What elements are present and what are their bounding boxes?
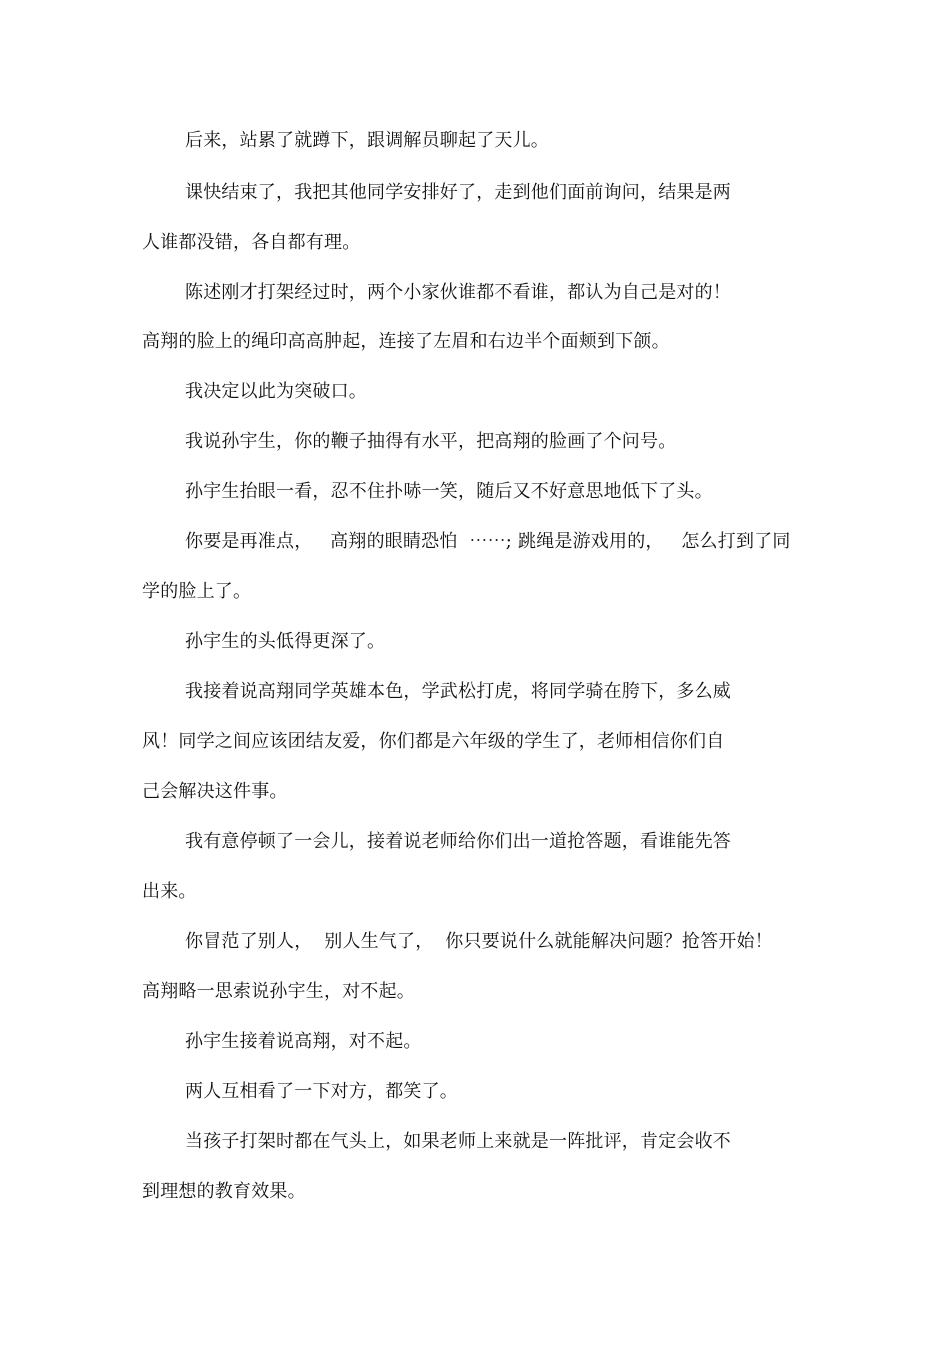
text-line: 人谁都没错，各自都有理。 [142, 232, 361, 253]
text-line: 后来，站累了就蹲下，跟调解员聊起了天儿。 [185, 130, 549, 151]
text-line: 学的脸上了。 [142, 581, 252, 602]
text-line: 孙宇生抬眼一看，忍不住扑哧一笑，随后又不好意思地低下了头。 [185, 481, 713, 502]
text-line: 我决定以此为突破口。 [185, 381, 367, 402]
text-line: 陈述刚才打架经过时，两个小家伙谁都不看谁，都认为自己是对的！ [185, 282, 731, 303]
text-line: 你要是再准点， 高翔的眼睛恐怕 ⋯⋯; 跳绳是游戏用的， 怎么打到了同 [185, 531, 791, 552]
text-line: 孙宇生的头低得更深了。 [185, 631, 386, 652]
text-line: 出来。 [142, 881, 197, 902]
text-line: 我接着说高翔同学英雄本色，学武松打虎，将同学骑在胯下，多么威 [185, 681, 731, 702]
text-line: 你冒范了别人， 别人生气了， 你只要说什么就能解决问题？抢答开始！ [185, 931, 773, 952]
text-line: 己会解决这件事。 [142, 781, 288, 802]
text-line: 高翔的脸上的绳印高高肿起，连接了左眉和右边半个面颊到下颌。 [142, 331, 670, 352]
text-line: 两人互相看了一下对方，都笑了。 [185, 1081, 458, 1102]
text-line: 孙宇生接着说高翔，对不起。 [185, 1031, 422, 1052]
text-line: 风！同学之间应该团结友爱，你们都是六年级的学生了，老师相信你们自 [142, 731, 725, 752]
text-line: 当孩子打架时都在气头上，如果老师上来就是一阵批评，肯定会收不 [185, 1131, 731, 1152]
text-line: 我有意停顿了一会儿，接着说老师给你们出一道抢答题，看谁能先答 [185, 831, 731, 852]
text-line: 课快结束了，我把其他同学安排好了，走到他们面前询问，结果是两 [185, 182, 731, 203]
text-line: 到理想的教育效果。 [142, 1181, 306, 1202]
text-line: 高翔略一思索说孙宇生，对不起。 [142, 981, 415, 1002]
text-line: 我说孙宇生，你的鞭子抽得有水平，把高翔的脸画了个问号。 [185, 431, 677, 452]
